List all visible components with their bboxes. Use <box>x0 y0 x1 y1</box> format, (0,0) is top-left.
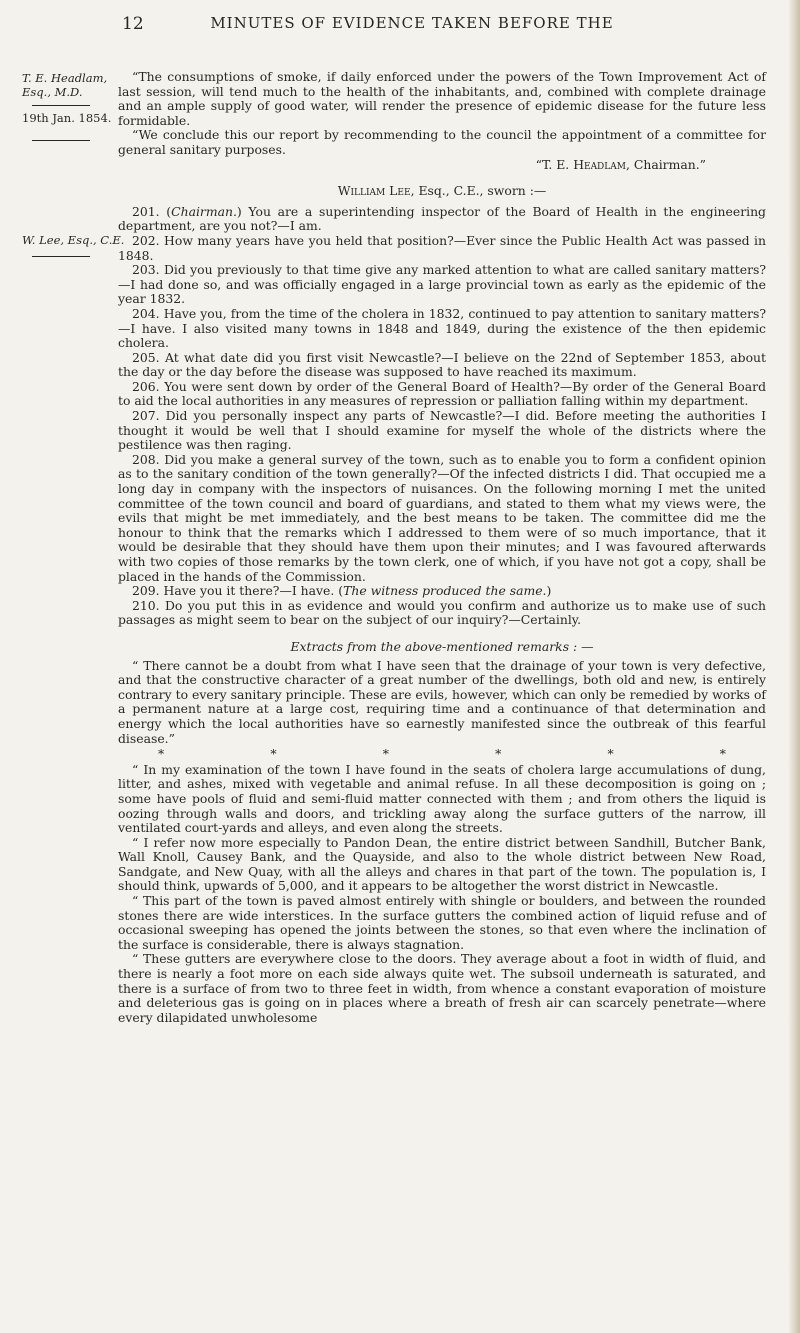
margin-rule <box>32 256 90 257</box>
qa-text: Chairman. <box>171 203 237 219</box>
qa-text: At what date did you first visit Newcastle?—I believe on the 22nd of September 1853, about the day or the day before the disease was supposed to have reached its maximum. <box>118 349 766 380</box>
qa-paragraph <box>118 307 766 351</box>
qa-paragraph <box>118 205 766 234</box>
paragraph: “ This part of the town is paved almost entirely with shingle or boulders, and between the rounded stones there are wide interstices. In the surface gutters the combined action of liquid refuse and of occasional sweeping has opened the joints between the stones, so that even where the inclination of the surface is considerable, there is always stagnation. <box>118 893 766 952</box>
question-number: 201. <box>132 203 160 219</box>
ellipsis-stars <box>118 747 766 762</box>
qa-text: Do you put this in as evidence and would you confirm and authorize us to make use of such passages as might seem to bear on the subject of our inquiry?—Certainly. <box>118 597 766 628</box>
star: * <box>719 746 726 762</box>
qa-text: Did you make a general survey of the town, such as to enable you to form a confident opinion as to the sanitary condition of the town generally?—Of the infected districts I did. That occupied me a long day in company with the inspectors of nuisances. On the following morning I met the united committee of the town council and board of guardians, and stated to them what my views were, the evils that might be met immediately, and the best means to be taken. The committee did me the honour to think that the remarks which I addressed to them were of so much importance, that it would be desirable that they should have them upon their minutes; and I was favoured afterwards with two copies of those remarks by the town clerk, one of which, if you have not got a copy, shall be placed in the hands of the Commission. <box>118 451 766 584</box>
margin-note-lee <box>22 234 132 263</box>
page-number: 12 <box>122 14 144 34</box>
running-head: MINUTES OF EVIDENCE TAKEN BEFORE THE <box>210 14 614 32</box>
margin-rule <box>32 140 90 141</box>
qa-text: You were sent down by order of the General Board of Health?—By order of the General Board to aid the local authorities in any measures of repression or palliation falling within my department. <box>118 378 766 409</box>
qa-paragraph <box>118 263 766 307</box>
qa-paragraph <box>118 351 766 380</box>
star: * <box>158 746 165 762</box>
question-number: 206. <box>132 378 160 394</box>
star: * <box>270 746 277 762</box>
qa-text: ( <box>159 203 172 219</box>
body-text <box>118 70 766 1025</box>
qa-paragraph <box>118 584 766 599</box>
star: * <box>382 746 389 762</box>
question-number: 210. <box>132 597 160 613</box>
question-number: 203. <box>132 262 160 278</box>
qa-paragraph <box>118 599 766 628</box>
question-number: 209. <box>132 583 160 599</box>
star: * <box>495 746 502 762</box>
margin-witness-title: Esq., M.D. <box>22 84 83 99</box>
qa-paragraph <box>118 380 766 409</box>
question-number: 208. <box>132 451 160 467</box>
margin-note-headlam <box>22 72 112 147</box>
margin-witness-name: T. E. Headlam, <box>22 71 108 85</box>
paragraph: “ These gutters are everywhere close to the doors. They average about a foot in width of fluid, and there is nearly a foot more on each side always quite wet. The subsoil underneath is saturated, and there is a surface of from two to three feet in width, from whence a constant evaporation of moisture and deleterious gas is going on in places where a breath of fresh air can scarcely penetrate—where every dilapidated unwholesome <box>118 951 766 1025</box>
margin-date: 19th Jan. 1854. <box>22 111 112 125</box>
qa-text: ) You are a superintending inspector of the Board of Health in the engineering department, are you not?—I am. <box>118 203 766 234</box>
question-number: 205. <box>132 349 160 365</box>
margin-witness-name: W. Lee, Esq., C.E. <box>22 233 125 247</box>
qa-text: How many years have you held that position?—Ever since the Public Health Act was passed in 1848. <box>118 232 766 263</box>
qa-paragraph <box>118 409 766 453</box>
qa-text: Did you personally inspect any parts of Newcastle?—I did. Before meeting the authorities I thought it would be well that I should examine for myself the whole of the districts where the pestilence was then raging. <box>118 408 766 453</box>
question-number: 204. <box>132 305 160 321</box>
margin-rule <box>32 105 90 106</box>
question-number: 202. <box>132 232 160 248</box>
paragraph: “ There cannot be a doubt from what I have seen that the drainage of your town is very defective, and that the constructive character of a great number of the dwellings, both old and new, is entirely contrary to every sanitary principle. These are evils, however, which can only be remedied by works of a permanent nature at a large cost, requiring time and a continuance of that determination and energy which the local authorities have so earnestly manifested since the outbreak of this fearful disease.” <box>118 657 766 746</box>
question-number: 207. <box>132 408 160 424</box>
paragraph: “We conclude this our report by recommending to the council the appointment of a committee for general sanitary purposes. <box>118 127 766 157</box>
question-list <box>118 205 766 628</box>
star: * <box>607 746 614 762</box>
qa-paragraph <box>118 453 766 584</box>
extracts-heading: Extracts from the above-mentioned remarks : — <box>290 638 594 654</box>
paragraph: “The consumptions of smoke, if daily enforced under the powers of the Town Improvement Act of last session, will tend much to the health of the inhabitants, and, combined with complete drainage and an ample supply of good water, will render the presence of epidemic disease for the future less formidable. <box>118 69 766 128</box>
qa-text: Did you previously to that time give any marked attention to what are called sanitary matters?—I had done so, and was officially engaged in a large provincial town as early as the epidemic of the year 1832. <box>118 262 766 307</box>
paragraph: “ I refer now more especially to Pandon Dean, the entire district between Sandhill, Butcher Bank, Wall Knoll, Causey Bank, and the Quayside, and also to the whole district between New Road, Sandgate, and New Quay, with all the alleys and chares in that part of the town. The population is, I should think, upwards of 5,000, and it appears to be altogether the worst district in Newcastle. <box>118 834 766 894</box>
qa-paragraph <box>118 234 766 263</box>
qa-text: Have you it there?—I have. ( <box>159 583 344 599</box>
signature: “T. E. Headlam, Chairman.” <box>535 156 706 172</box>
sworn-line: William Lee, Esq., C.E., sworn :— <box>337 183 547 199</box>
qa-text: ) <box>546 583 552 599</box>
paragraph: “ In my examination of the town I have found in the seats of cholera large accumulations of dung, litter, and ashes, mixed with vegetable and animal refuse. In all these decomposition is going on ; some have pools of fluid and semi-fluid matter connected with them ; and from others the liquid is oozing through walls and doors, and trickling away along the surface gutters of the narrow, ill ventilated court-yards and alleys, and even along the streets. <box>118 761 766 836</box>
qa-text: The witness produced the same. <box>343 583 547 599</box>
page-edge <box>788 0 800 1333</box>
qa-text: Have you, from the time of the cholera in 1832, continued to pay attention to sanitary matters?—I have. I also visited many towns in 1848 and 1849, during the existence of the then epidemic cholera. <box>118 305 766 351</box>
